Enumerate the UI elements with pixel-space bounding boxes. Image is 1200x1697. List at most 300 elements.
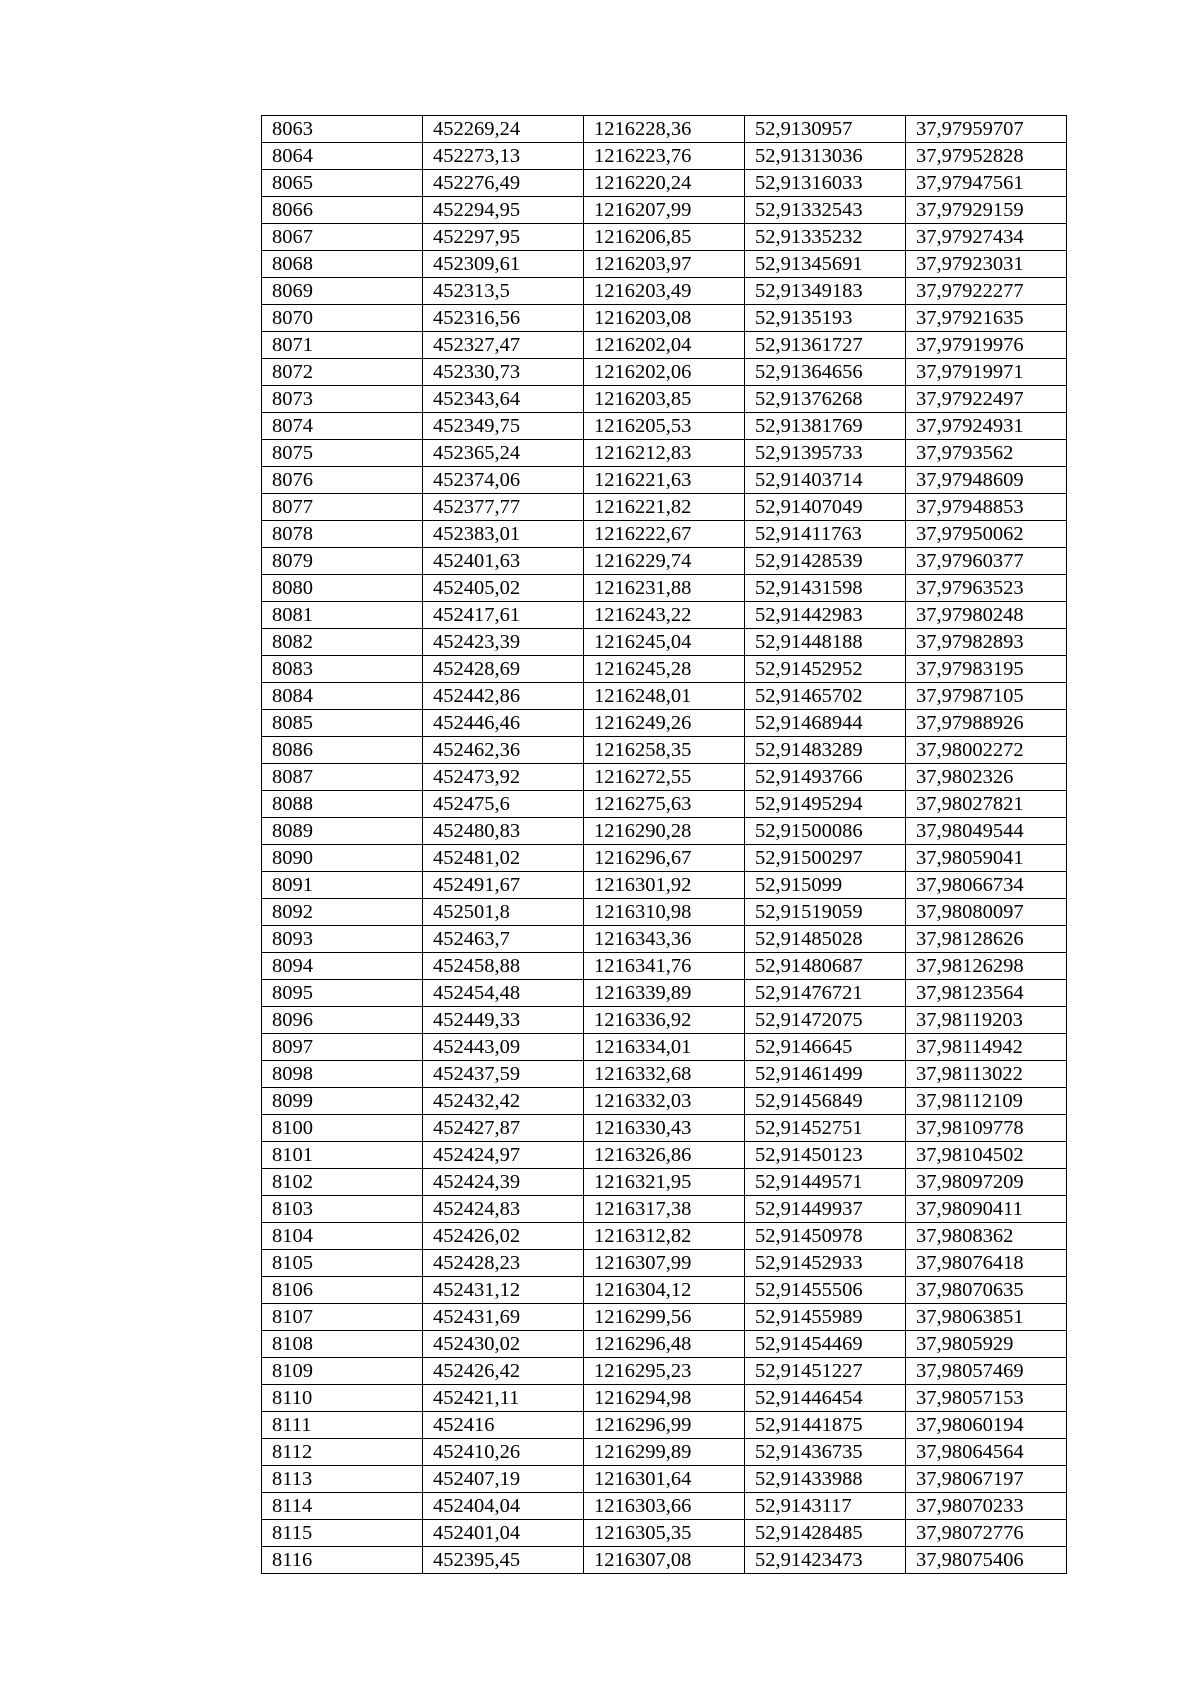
- x-coordinate-cell: 452427,87: [423, 1115, 584, 1142]
- x-coordinate-cell: 452428,69: [423, 656, 584, 683]
- y-coordinate-cell: 1216249,26: [584, 710, 745, 737]
- point-number-cell: 8113: [262, 1466, 423, 1493]
- table-row: [262, 1358, 1067, 1385]
- table-row: [262, 197, 1067, 224]
- longitude-cell: 37,97924931: [906, 413, 1067, 440]
- point-number-cell: 8096: [262, 1007, 423, 1034]
- point-number-cell: 8101: [262, 1142, 423, 1169]
- point-number-cell: 8095: [262, 980, 423, 1007]
- y-coordinate-cell: 1216296,99: [584, 1412, 745, 1439]
- x-coordinate-cell: 452442,86: [423, 683, 584, 710]
- latitude-cell: 52,91446454: [745, 1385, 906, 1412]
- y-coordinate-cell: 1216339,89: [584, 980, 745, 1007]
- y-coordinate-cell: 1216248,01: [584, 683, 745, 710]
- point-number-cell: 8075: [262, 440, 423, 467]
- y-coordinate-cell: 1216336,92: [584, 1007, 745, 1034]
- point-number-cell: 8063: [262, 116, 423, 143]
- table-row: [262, 1493, 1067, 1520]
- latitude-cell: 52,91428539: [745, 548, 906, 575]
- table-row: [262, 1439, 1067, 1466]
- longitude-cell: 37,97922277: [906, 278, 1067, 305]
- table-row: [262, 656, 1067, 683]
- table-row: [262, 440, 1067, 467]
- latitude-cell: 52,9146645: [745, 1034, 906, 1061]
- x-coordinate-cell: 452313,5: [423, 278, 584, 305]
- latitude-cell: 52,91456849: [745, 1088, 906, 1115]
- point-number-cell: 8106: [262, 1277, 423, 1304]
- y-coordinate-cell: 1216221,63: [584, 467, 745, 494]
- x-coordinate-cell: 452417,61: [423, 602, 584, 629]
- point-number-cell: 8110: [262, 1385, 423, 1412]
- y-coordinate-cell: 1216203,49: [584, 278, 745, 305]
- point-number-cell: 8082: [262, 629, 423, 656]
- latitude-cell: 52,91313036: [745, 143, 906, 170]
- longitude-cell: 37,98059041: [906, 845, 1067, 872]
- latitude-cell: 52,91316033: [745, 170, 906, 197]
- x-coordinate-cell: 452404,04: [423, 1493, 584, 1520]
- table-row: [262, 1520, 1067, 1547]
- point-number-cell: 8093: [262, 926, 423, 953]
- table-row: [262, 1547, 1067, 1574]
- longitude-cell: 37,98090411: [906, 1196, 1067, 1223]
- longitude-cell: 37,9793562: [906, 440, 1067, 467]
- longitude-cell: 37,98066734: [906, 872, 1067, 899]
- x-coordinate-cell: 452430,02: [423, 1331, 584, 1358]
- point-number-cell: 8074: [262, 413, 423, 440]
- latitude-cell: 52,91364656: [745, 359, 906, 386]
- longitude-cell: 37,97952828: [906, 143, 1067, 170]
- point-number-cell: 8103: [262, 1196, 423, 1223]
- latitude-cell: 52,91345691: [745, 251, 906, 278]
- y-coordinate-cell: 1216332,03: [584, 1088, 745, 1115]
- table-row: [262, 1277, 1067, 1304]
- table-row: [262, 899, 1067, 926]
- point-number-cell: 8068: [262, 251, 423, 278]
- table-row: [262, 710, 1067, 737]
- x-coordinate-cell: 452501,8: [423, 899, 584, 926]
- point-number-cell: 8092: [262, 899, 423, 926]
- y-coordinate-cell: 1216330,43: [584, 1115, 745, 1142]
- point-number-cell: 8098: [262, 1061, 423, 1088]
- table-row: [262, 170, 1067, 197]
- latitude-cell: 52,9130957: [745, 116, 906, 143]
- point-number-cell: 8081: [262, 602, 423, 629]
- longitude-cell: 37,98064564: [906, 1439, 1067, 1466]
- longitude-cell: 37,98114942: [906, 1034, 1067, 1061]
- x-coordinate-cell: 452424,39: [423, 1169, 584, 1196]
- latitude-cell: 52,91519059: [745, 899, 906, 926]
- longitude-cell: 37,97922497: [906, 386, 1067, 413]
- latitude-cell: 52,91442983: [745, 602, 906, 629]
- x-coordinate-cell: 452269,24: [423, 116, 584, 143]
- y-coordinate-cell: 1216206,85: [584, 224, 745, 251]
- longitude-cell: 37,98080097: [906, 899, 1067, 926]
- table-row: [262, 386, 1067, 413]
- y-coordinate-cell: 1216205,53: [584, 413, 745, 440]
- y-coordinate-cell: 1216275,63: [584, 791, 745, 818]
- coordinates-table: [261, 115, 1067, 1574]
- latitude-cell: 52,91332543: [745, 197, 906, 224]
- point-number-cell: 8116: [262, 1547, 423, 1574]
- table-row: [262, 1250, 1067, 1277]
- x-coordinate-cell: 452428,23: [423, 1250, 584, 1277]
- table-row: [262, 1061, 1067, 1088]
- latitude-cell: 52,91450123: [745, 1142, 906, 1169]
- y-coordinate-cell: 1216304,12: [584, 1277, 745, 1304]
- latitude-cell: 52,91485028: [745, 926, 906, 953]
- longitude-cell: 37,98104502: [906, 1142, 1067, 1169]
- point-number-cell: 8064: [262, 143, 423, 170]
- latitude-cell: 52,91449571: [745, 1169, 906, 1196]
- point-number-cell: 8071: [262, 332, 423, 359]
- longitude-cell: 37,98063851: [906, 1304, 1067, 1331]
- y-coordinate-cell: 1216295,23: [584, 1358, 745, 1385]
- longitude-cell: 37,97983195: [906, 656, 1067, 683]
- point-number-cell: 8105: [262, 1250, 423, 1277]
- point-number-cell: 8084: [262, 683, 423, 710]
- point-number-cell: 8115: [262, 1520, 423, 1547]
- longitude-cell: 37,98057153: [906, 1385, 1067, 1412]
- table-row: [262, 467, 1067, 494]
- longitude-cell: 37,97948853: [906, 494, 1067, 521]
- point-number-cell: 8090: [262, 845, 423, 872]
- y-coordinate-cell: 1216223,76: [584, 143, 745, 170]
- latitude-cell: 52,91480687: [745, 953, 906, 980]
- y-coordinate-cell: 1216334,01: [584, 1034, 745, 1061]
- latitude-cell: 52,91452952: [745, 656, 906, 683]
- point-number-cell: 8089: [262, 818, 423, 845]
- y-coordinate-cell: 1216203,97: [584, 251, 745, 278]
- longitude-cell: 37,97929159: [906, 197, 1067, 224]
- x-coordinate-cell: 452437,59: [423, 1061, 584, 1088]
- latitude-cell: 52,91452933: [745, 1250, 906, 1277]
- latitude-cell: 52,91436735: [745, 1439, 906, 1466]
- y-coordinate-cell: 1216202,04: [584, 332, 745, 359]
- x-coordinate-cell: 452410,26: [423, 1439, 584, 1466]
- latitude-cell: 52,91411763: [745, 521, 906, 548]
- y-coordinate-cell: 1216307,08: [584, 1547, 745, 1574]
- longitude-cell: 37,98060194: [906, 1412, 1067, 1439]
- y-coordinate-cell: 1216332,68: [584, 1061, 745, 1088]
- x-coordinate-cell: 452297,95: [423, 224, 584, 251]
- point-number-cell: 8099: [262, 1088, 423, 1115]
- table-row: [262, 1223, 1067, 1250]
- latitude-cell: 52,91403714: [745, 467, 906, 494]
- point-number-cell: 8109: [262, 1358, 423, 1385]
- table-row: [262, 1304, 1067, 1331]
- table-row: [262, 683, 1067, 710]
- point-number-cell: 8088: [262, 791, 423, 818]
- point-number-cell: 8079: [262, 548, 423, 575]
- y-coordinate-cell: 1216222,67: [584, 521, 745, 548]
- y-coordinate-cell: 1216299,56: [584, 1304, 745, 1331]
- x-coordinate-cell: 452273,13: [423, 143, 584, 170]
- point-number-cell: 8080: [262, 575, 423, 602]
- latitude-cell: 52,91468944: [745, 710, 906, 737]
- table-row: [262, 764, 1067, 791]
- longitude-cell: 37,98072776: [906, 1520, 1067, 1547]
- point-number-cell: 8069: [262, 278, 423, 305]
- longitude-cell: 37,98057469: [906, 1358, 1067, 1385]
- point-number-cell: 8083: [262, 656, 423, 683]
- table-row: [262, 602, 1067, 629]
- y-coordinate-cell: 1216203,85: [584, 386, 745, 413]
- x-coordinate-cell: 452424,97: [423, 1142, 584, 1169]
- point-number-cell: 8073: [262, 386, 423, 413]
- longitude-cell: 37,97921635: [906, 305, 1067, 332]
- latitude-cell: 52,91483289: [745, 737, 906, 764]
- y-coordinate-cell: 1216299,89: [584, 1439, 745, 1466]
- point-number-cell: 8067: [262, 224, 423, 251]
- table-row: [262, 1169, 1067, 1196]
- x-coordinate-cell: 452426,02: [423, 1223, 584, 1250]
- point-number-cell: 8070: [262, 305, 423, 332]
- latitude-cell: 52,91428485: [745, 1520, 906, 1547]
- latitude-cell: 52,91433988: [745, 1466, 906, 1493]
- point-number-cell: 8065: [262, 170, 423, 197]
- table-row: [262, 278, 1067, 305]
- y-coordinate-cell: 1216310,98: [584, 899, 745, 926]
- latitude-cell: 52,91500086: [745, 818, 906, 845]
- point-number-cell: 8077: [262, 494, 423, 521]
- latitude-cell: 52,91376268: [745, 386, 906, 413]
- table-row: [262, 1088, 1067, 1115]
- y-coordinate-cell: 1216290,28: [584, 818, 745, 845]
- y-coordinate-cell: 1216321,95: [584, 1169, 745, 1196]
- y-coordinate-cell: 1216245,04: [584, 629, 745, 656]
- latitude-cell: 52,9135193: [745, 305, 906, 332]
- longitude-cell: 37,98075406: [906, 1547, 1067, 1574]
- y-coordinate-cell: 1216296,67: [584, 845, 745, 872]
- longitude-cell: 37,98027821: [906, 791, 1067, 818]
- longitude-cell: 37,98119203: [906, 1007, 1067, 1034]
- x-coordinate-cell: 452330,73: [423, 359, 584, 386]
- longitude-cell: 37,97950062: [906, 521, 1067, 548]
- y-coordinate-cell: 1216343,36: [584, 926, 745, 953]
- latitude-cell: 52,91361727: [745, 332, 906, 359]
- table-row: [262, 575, 1067, 602]
- x-coordinate-cell: 452405,02: [423, 575, 584, 602]
- latitude-cell: 52,91335232: [745, 224, 906, 251]
- latitude-cell: 52,91500297: [745, 845, 906, 872]
- point-number-cell: 8097: [262, 1034, 423, 1061]
- point-number-cell: 8078: [262, 521, 423, 548]
- point-number-cell: 8100: [262, 1115, 423, 1142]
- longitude-cell: 37,98049544: [906, 818, 1067, 845]
- longitude-cell: 37,97919971: [906, 359, 1067, 386]
- x-coordinate-cell: 452365,24: [423, 440, 584, 467]
- longitude-cell: 37,9805929: [906, 1331, 1067, 1358]
- table-row: [262, 1034, 1067, 1061]
- table-row: [262, 1142, 1067, 1169]
- longitude-cell: 37,97948609: [906, 467, 1067, 494]
- y-coordinate-cell: 1216317,38: [584, 1196, 745, 1223]
- x-coordinate-cell: 452446,46: [423, 710, 584, 737]
- y-coordinate-cell: 1216303,66: [584, 1493, 745, 1520]
- latitude-cell: 52,91450978: [745, 1223, 906, 1250]
- longitude-cell: 37,98126298: [906, 953, 1067, 980]
- longitude-cell: 37,97960377: [906, 548, 1067, 575]
- x-coordinate-cell: 452423,39: [423, 629, 584, 656]
- y-coordinate-cell: 1216307,99: [584, 1250, 745, 1277]
- table-row: [262, 548, 1067, 575]
- y-coordinate-cell: 1216326,86: [584, 1142, 745, 1169]
- y-coordinate-cell: 1216207,99: [584, 197, 745, 224]
- longitude-cell: 37,97959707: [906, 116, 1067, 143]
- longitude-cell: 37,97923031: [906, 251, 1067, 278]
- point-number-cell: 8094: [262, 953, 423, 980]
- point-number-cell: 8076: [262, 467, 423, 494]
- x-coordinate-cell: 452443,09: [423, 1034, 584, 1061]
- table-row: [262, 521, 1067, 548]
- latitude-cell: 52,91381769: [745, 413, 906, 440]
- point-number-cell: 8066: [262, 197, 423, 224]
- y-coordinate-cell: 1216296,48: [584, 1331, 745, 1358]
- table-row: [262, 116, 1067, 143]
- longitude-cell: 37,98128626: [906, 926, 1067, 953]
- longitude-cell: 37,98097209: [906, 1169, 1067, 1196]
- table-row: [262, 872, 1067, 899]
- table-row: [262, 359, 1067, 386]
- latitude-cell: 52,91465702: [745, 683, 906, 710]
- latitude-cell: 52,91461499: [745, 1061, 906, 1088]
- longitude-cell: 37,97919976: [906, 332, 1067, 359]
- x-coordinate-cell: 452401,04: [423, 1520, 584, 1547]
- table-row: [262, 332, 1067, 359]
- longitude-cell: 37,98123564: [906, 980, 1067, 1007]
- y-coordinate-cell: 1216258,35: [584, 737, 745, 764]
- point-number-cell: 8108: [262, 1331, 423, 1358]
- y-coordinate-cell: 1216272,55: [584, 764, 745, 791]
- table-row: [262, 1331, 1067, 1358]
- table-row: [262, 737, 1067, 764]
- y-coordinate-cell: 1216301,92: [584, 872, 745, 899]
- x-coordinate-cell: 452480,83: [423, 818, 584, 845]
- y-coordinate-cell: 1216312,82: [584, 1223, 745, 1250]
- point-number-cell: 8112: [262, 1439, 423, 1466]
- latitude-cell: 52,91472075: [745, 1007, 906, 1034]
- latitude-cell: 52,91423473: [745, 1547, 906, 1574]
- x-coordinate-cell: 452491,67: [423, 872, 584, 899]
- point-number-cell: 8111: [262, 1412, 423, 1439]
- x-coordinate-cell: 452431,12: [423, 1277, 584, 1304]
- latitude-cell: 52,91448188: [745, 629, 906, 656]
- y-coordinate-cell: 1216231,88: [584, 575, 745, 602]
- coordinates-table-body: [262, 116, 1067, 1574]
- x-coordinate-cell: 452463,7: [423, 926, 584, 953]
- point-number-cell: 8072: [262, 359, 423, 386]
- table-row: [262, 980, 1067, 1007]
- latitude-cell: 52,91349183: [745, 278, 906, 305]
- longitude-cell: 37,98076418: [906, 1250, 1067, 1277]
- latitude-cell: 52,91493766: [745, 764, 906, 791]
- latitude-cell: 52,91455506: [745, 1277, 906, 1304]
- x-coordinate-cell: 452481,02: [423, 845, 584, 872]
- longitude-cell: 37,9802326: [906, 764, 1067, 791]
- latitude-cell: 52,91407049: [745, 494, 906, 521]
- y-coordinate-cell: 1216301,64: [584, 1466, 745, 1493]
- longitude-cell: 37,97963523: [906, 575, 1067, 602]
- x-coordinate-cell: 452432,42: [423, 1088, 584, 1115]
- x-coordinate-cell: 452276,49: [423, 170, 584, 197]
- longitude-cell: 37,98112109: [906, 1088, 1067, 1115]
- point-number-cell: 8104: [262, 1223, 423, 1250]
- x-coordinate-cell: 452294,95: [423, 197, 584, 224]
- y-coordinate-cell: 1216229,74: [584, 548, 745, 575]
- longitude-cell: 37,98113022: [906, 1061, 1067, 1088]
- table-row: [262, 251, 1067, 278]
- latitude-cell: 52,91451227: [745, 1358, 906, 1385]
- x-coordinate-cell: 452431,69: [423, 1304, 584, 1331]
- x-coordinate-cell: 452416: [423, 1412, 584, 1439]
- table-row: [262, 1466, 1067, 1493]
- y-coordinate-cell: 1216243,22: [584, 602, 745, 629]
- x-coordinate-cell: 452473,92: [423, 764, 584, 791]
- table-row: [262, 926, 1067, 953]
- y-coordinate-cell: 1216202,06: [584, 359, 745, 386]
- table-row: [262, 818, 1067, 845]
- y-coordinate-cell: 1216203,08: [584, 305, 745, 332]
- x-coordinate-cell: 452424,83: [423, 1196, 584, 1223]
- table-row: [262, 791, 1067, 818]
- latitude-cell: 52,91452751: [745, 1115, 906, 1142]
- x-coordinate-cell: 452454,48: [423, 980, 584, 1007]
- longitude-cell: 37,98109778: [906, 1115, 1067, 1142]
- x-coordinate-cell: 452458,88: [423, 953, 584, 980]
- table-row: [262, 1115, 1067, 1142]
- table-row: [262, 413, 1067, 440]
- y-coordinate-cell: 1216221,82: [584, 494, 745, 521]
- latitude-cell: 52,91449937: [745, 1196, 906, 1223]
- x-coordinate-cell: 452327,47: [423, 332, 584, 359]
- x-coordinate-cell: 452475,6: [423, 791, 584, 818]
- point-number-cell: 8087: [262, 764, 423, 791]
- longitude-cell: 37,98067197: [906, 1466, 1067, 1493]
- x-coordinate-cell: 452377,77: [423, 494, 584, 521]
- longitude-cell: 37,97988926: [906, 710, 1067, 737]
- latitude-cell: 52,91495294: [745, 791, 906, 818]
- x-coordinate-cell: 452349,75: [423, 413, 584, 440]
- point-number-cell: 8086: [262, 737, 423, 764]
- table-row: [262, 629, 1067, 656]
- longitude-cell: 37,98070635: [906, 1277, 1067, 1304]
- y-coordinate-cell: 1216294,98: [584, 1385, 745, 1412]
- point-number-cell: 8114: [262, 1493, 423, 1520]
- x-coordinate-cell: 452374,06: [423, 467, 584, 494]
- latitude-cell: 52,91476721: [745, 980, 906, 1007]
- x-coordinate-cell: 452383,01: [423, 521, 584, 548]
- table-row: [262, 305, 1067, 332]
- longitude-cell: 37,98002272: [906, 737, 1067, 764]
- x-coordinate-cell: 452395,45: [423, 1547, 584, 1574]
- point-number-cell: 8091: [262, 872, 423, 899]
- table-row: [262, 143, 1067, 170]
- table-row: [262, 953, 1067, 980]
- longitude-cell: 37,97980248: [906, 602, 1067, 629]
- table-row: [262, 224, 1067, 251]
- table-row: [262, 1385, 1067, 1412]
- longitude-cell: 37,97982893: [906, 629, 1067, 656]
- latitude-cell: 52,9143117: [745, 1493, 906, 1520]
- latitude-cell: 52,91455989: [745, 1304, 906, 1331]
- longitude-cell: 37,97987105: [906, 683, 1067, 710]
- table-row: [262, 1196, 1067, 1223]
- longitude-cell: 37,98070233: [906, 1493, 1067, 1520]
- point-number-cell: 8107: [262, 1304, 423, 1331]
- y-coordinate-cell: 1216220,24: [584, 170, 745, 197]
- table-row: [262, 845, 1067, 872]
- longitude-cell: 37,9808362: [906, 1223, 1067, 1250]
